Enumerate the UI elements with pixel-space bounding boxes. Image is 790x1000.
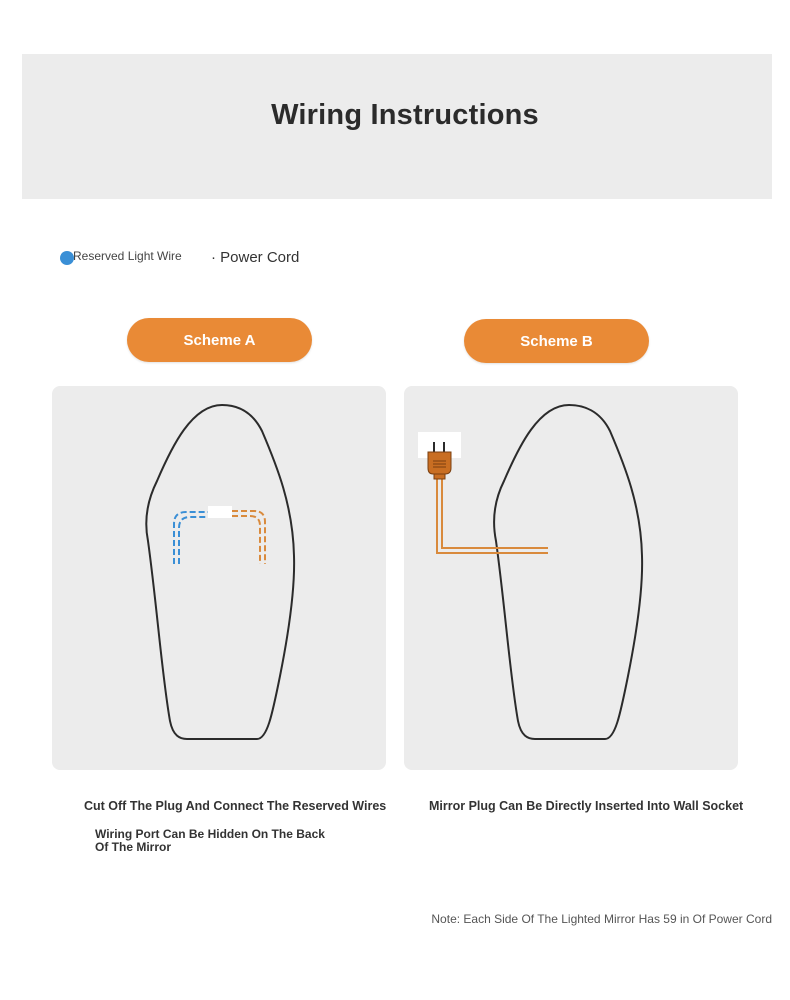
reserved-wire-icon (174, 512, 208, 564)
mirror-b-illustration (404, 386, 738, 770)
power-cord-icon (437, 478, 548, 553)
scheme-b-button[interactable]: Scheme B (464, 319, 649, 363)
legend-power-label: · Power Cord (211, 249, 300, 266)
scheme-a-button[interactable]: Scheme A (127, 318, 312, 362)
mirror-outline-icon (494, 405, 642, 739)
scheme-b-diagram (404, 386, 738, 770)
legend-reserved-label: Reserved Light Wire (73, 249, 182, 263)
scheme-a-caption: Cut Off The Plug And Connect The Reserved Wires (84, 799, 387, 813)
page-title: Wiring Instructions (271, 99, 539, 131)
mirror-a-illustration (52, 386, 386, 770)
scheme-a-subcaption: Wiring Port Can Be Hidden On The Back Of The Mirror (95, 827, 325, 854)
scheme-a-diagram (52, 386, 386, 770)
scheme-b-caption: Mirror Plug Can Be Directly Inserted Into Wall Socket (429, 799, 744, 813)
mirror-outline-icon (146, 405, 294, 739)
power-cord-note: Note: Each Side Of The Lighted Mirror Has 59 in Of Power Cord (431, 912, 772, 926)
wiring-port-icon (208, 506, 232, 518)
reserved-wire-legend-icon (60, 251, 74, 265)
